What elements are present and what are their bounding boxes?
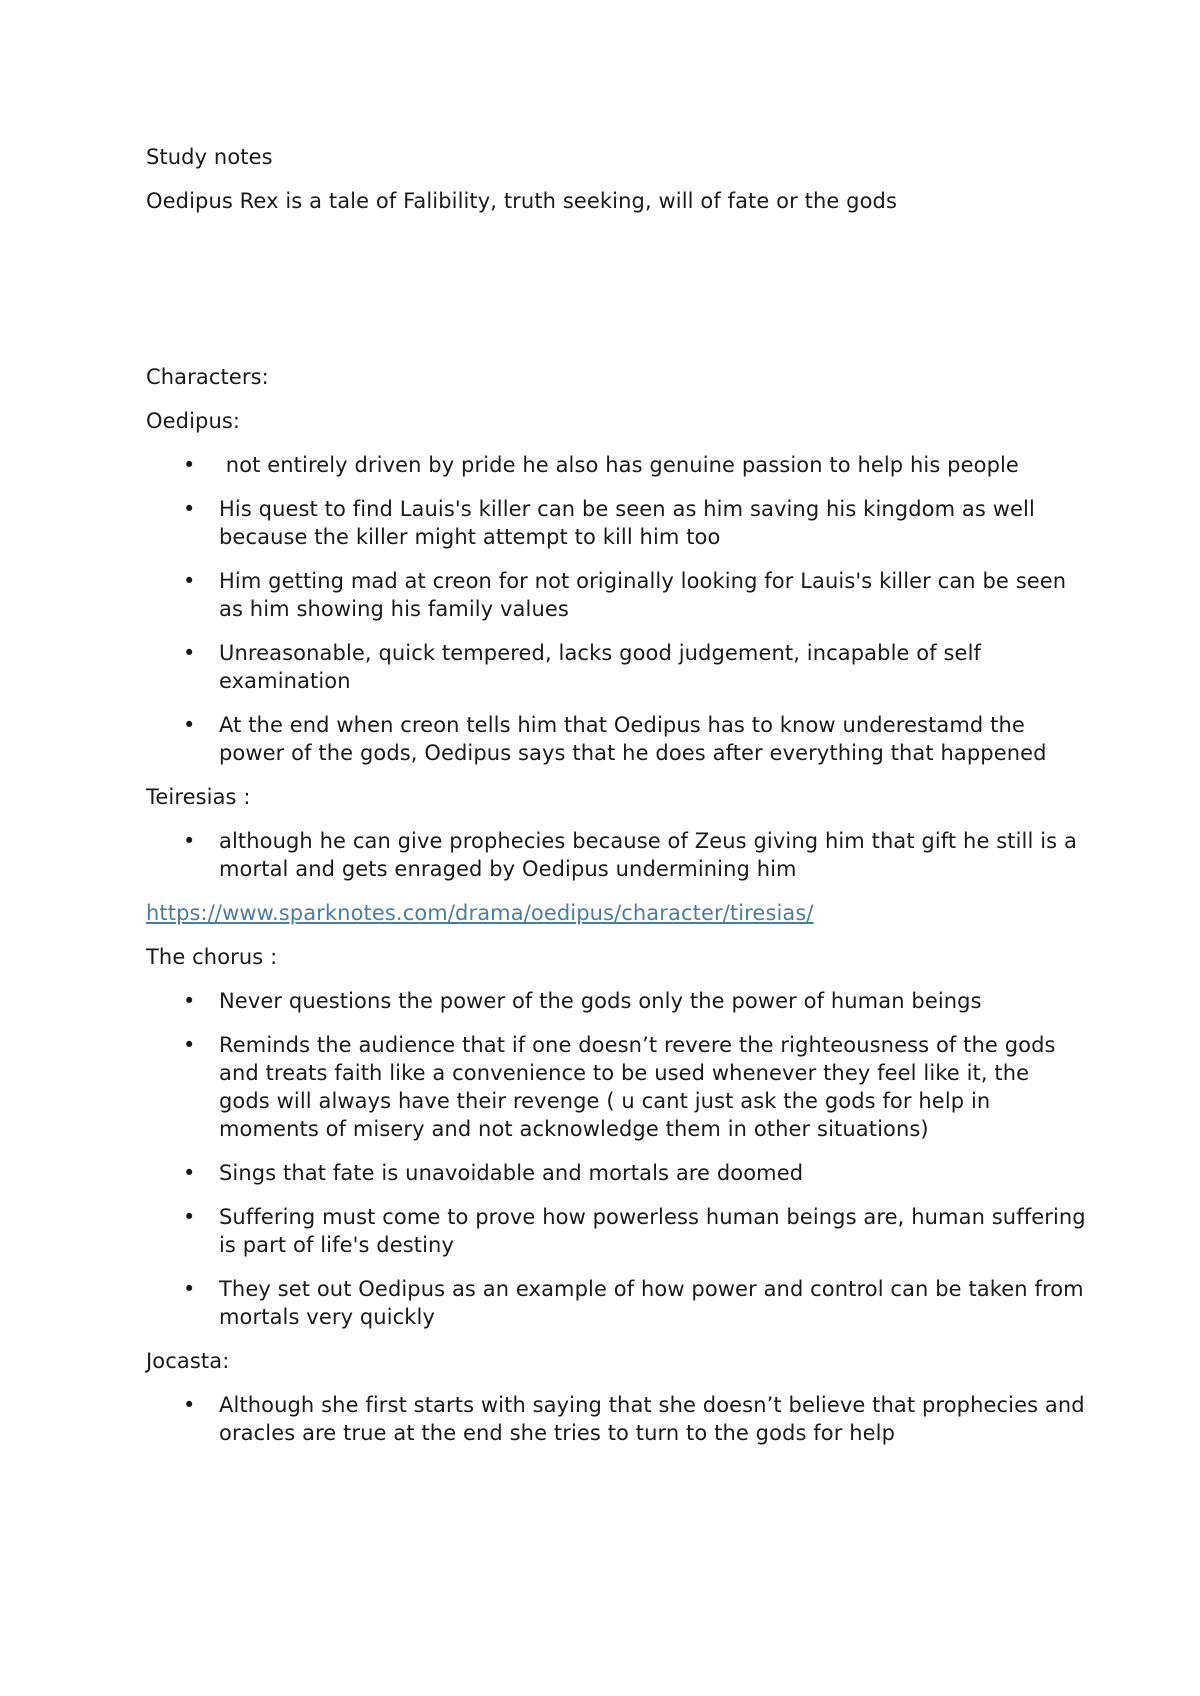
bullet-icon: • xyxy=(183,497,196,521)
list-item-text: Although she first starts with saying that she doesn’t believe that prophecies and oracles are true at the end she tries to turn to the gods for help xyxy=(219,1393,1085,1445)
teiresias-heading: Teiresias : xyxy=(146,785,251,809)
list-item xyxy=(146,987,1086,1015)
oedipus-heading: Oedipus: xyxy=(146,409,241,433)
list-item xyxy=(146,711,1086,767)
bullet-icon: • xyxy=(183,829,196,853)
bullet-icon: • xyxy=(183,989,196,1013)
list-item-text: Never questions the power of the gods only the power of human beings xyxy=(219,989,982,1013)
bullet-icon: • xyxy=(183,1033,196,1057)
list-item xyxy=(146,1031,1086,1143)
characters-heading: Characters: xyxy=(146,365,269,389)
list-item-text: Him getting mad at creon for not originally looking for Lauis's killer can be seen as him showing his family values xyxy=(219,569,1067,621)
bullet-icon: • xyxy=(183,1393,196,1417)
list-item xyxy=(146,1203,1086,1259)
list-item-text: not entirely driven by pride he also has genuine passion to help his people xyxy=(219,453,1019,477)
list-item-text: At the end when creon tells him that Oedipus has to know underestamd the power of the gods, Oedipus says that he does after everything that happened xyxy=(219,713,1047,765)
blank-space xyxy=(146,231,1086,363)
chorus-heading: The chorus : xyxy=(146,945,278,969)
bullet-icon: • xyxy=(183,713,196,737)
oedipus-bullet-list xyxy=(146,451,1086,767)
chorus-bullet-list xyxy=(146,987,1086,1331)
list-item-text: Reminds the audience that if one doesn’t revere the righteousness of the gods and treats faith like a convenience to be used whenever they feel like it, the gods will always have their revenge ( u cant just ask the gods for help in moments of misery and not acknowledge them in other situations) xyxy=(219,1033,1056,1141)
bullet-icon: • xyxy=(183,1205,196,1229)
bullet-icon: • xyxy=(183,641,196,665)
list-item xyxy=(146,1159,1086,1187)
list-item xyxy=(146,451,1086,479)
intro-paragraph: Oedipus Rex is a tale of Falibility, truth seeking, will of fate or the gods xyxy=(146,189,898,213)
bullet-icon: • xyxy=(183,1161,196,1185)
list-item-text: Suffering must come to prove how powerless human beings are, human suffering is part of life's destiny xyxy=(219,1205,1086,1257)
bullet-icon: • xyxy=(183,453,196,477)
bullet-icon: • xyxy=(183,569,196,593)
list-item xyxy=(146,639,1086,695)
sparknotes-link-paragraph xyxy=(146,899,1086,927)
document-title: Study notes xyxy=(146,145,273,169)
list-item-text: Unreasonable, quick tempered, lacks good judgement, incapable of self examination xyxy=(219,641,982,693)
document-page xyxy=(146,143,1086,1463)
list-item-text: They set out Oedipus as an example of how power and control can be taken from mortals very quickly xyxy=(219,1277,1084,1329)
list-item xyxy=(146,1391,1086,1447)
jocasta-heading: Jocasta: xyxy=(146,1349,230,1373)
list-item xyxy=(146,827,1086,883)
list-item xyxy=(146,1275,1086,1331)
jocasta-bullet-list xyxy=(146,1391,1086,1447)
list-item-text: His quest to find Lauis's killer can be seen as him saving his kingdom as well because the killer might attempt to kill him too xyxy=(219,497,1035,549)
teiresias-bullet-list xyxy=(146,827,1086,883)
list-item-text: although he can give prophecies because of Zeus giving him that gift he still is a mortal and gets enraged by Oedipus undermining him xyxy=(219,829,1077,881)
list-item xyxy=(146,495,1086,551)
list-item xyxy=(146,567,1086,623)
list-item-text: Sings that fate is unavoidable and mortals are doomed xyxy=(219,1161,804,1185)
sparknotes-link[interactable]: https://www.sparknotes.com/drama/oedipus/character/tiresias/ xyxy=(146,901,814,925)
bullet-icon: • xyxy=(183,1277,196,1301)
